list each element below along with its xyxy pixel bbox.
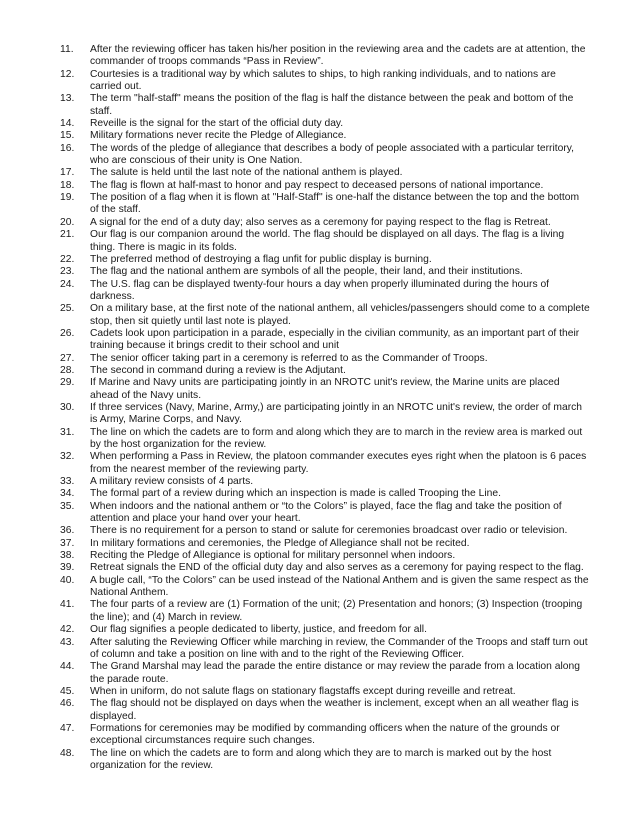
item-number: 31.: [60, 426, 75, 438]
item-text: When in uniform, do not salute flags on stationary flagstaffs except during reveille and retreat.: [90, 685, 516, 697]
item-text: On a military base, at the first note of the national anthem, all vehicles/passengers should come to a complete stop, then sit quietly until last note is played.: [90, 303, 590, 327]
item-text: The formal part of a review during which an inspection is made is called Trooping the Line.: [90, 488, 501, 500]
item-text: Reciting the Pledge of Allegiance is optional for military personnel when indoors.: [90, 550, 456, 562]
list-item: [60, 143, 590, 168]
list-item: [60, 723, 590, 748]
list-item: [60, 303, 590, 328]
list-item: [60, 501, 590, 526]
item-number: 20.: [60, 216, 75, 228]
item-number: 39.: [60, 562, 75, 574]
list-item: [60, 130, 590, 142]
list-item: [60, 451, 590, 476]
item-text: The flag should not be displayed on days when the weather is inclement, except when an all weather flag is displayed.: [90, 698, 579, 722]
item-text: Our flag signifies a people dedicated to liberty, justice, and freedom for all.: [90, 624, 427, 636]
list-item: [60, 661, 590, 686]
list-item: [60, 698, 590, 723]
item-text: The position of a flag when it is flown at "Half-Staff" is one-half the distance between the top and the bottom of the staff.: [90, 192, 580, 216]
item-text: When performing a Pass in Review, the platoon commander executes eyes right when the platoon is 6 paces from the nearest member of the reviewing party.: [90, 451, 587, 475]
item-number: 41.: [60, 599, 75, 611]
item-number: 11.: [60, 44, 74, 55]
item-number: 45.: [60, 685, 75, 697]
item-text: When indoors and the national anthem or “to the Colors” is played, face the flag and take the position of attention and place your hand over your heart.: [90, 500, 562, 525]
list-item: [60, 254, 590, 266]
list-item: [60, 328, 590, 353]
list-item: [60, 686, 590, 698]
list-item: [60, 402, 590, 427]
list-item: [60, 44, 590, 69]
item-text: A military review consists of 4 parts.: [90, 476, 254, 488]
item-number: 13.: [60, 93, 75, 105]
item-text: Military formations never recite the Pledge of Allegiance.: [90, 130, 347, 142]
item-number: 42.: [60, 624, 75, 636]
item-number: 17.: [60, 167, 75, 179]
list-item: [60, 180, 590, 192]
list-item: [60, 637, 590, 662]
list-item: [60, 167, 590, 179]
item-text: The salute is held until the last note of the national anthem is played.: [90, 167, 403, 179]
list-item: [60, 488, 590, 500]
list-item: [60, 217, 590, 229]
item-text: The flag is flown at half-mast to honor and pay respect to deceased persons of national importance.: [90, 179, 544, 191]
item-text: If three services (Navy, Marine, Army,) are participating jointly in an NROTC unit's review, the order of march is Army, Marine Corps, and Navy.: [90, 401, 583, 426]
item-number: 22.: [60, 253, 75, 265]
item-number: 16.: [60, 142, 75, 154]
item-text: The four parts of a review are (1) Formation of the unit; (2) Presentation and honors; (3) Inspection (trooping the line); and (4) March in review.: [90, 599, 583, 623]
item-text: Our flag is our companion around the world. The flag should be displayed on all days. The flag is a living thing. There is magic in its folds.: [90, 229, 565, 253]
item-number: 14.: [60, 118, 75, 130]
list-item: [60, 377, 590, 402]
item-text: After saluting the Reviewing Officer while marching in review, the Commander of the Troops and staff turn out of column and take a position on line with and to the right of the Reviewing Officer.: [90, 636, 588, 660]
item-text: Reveille is the signal for the start of the official duty day.: [90, 118, 344, 130]
list-item: [60, 427, 590, 452]
item-text: The flag and the national anthem are symbols of all the people, their land, and their institutions.: [90, 266, 523, 278]
item-number: 26.: [60, 327, 75, 339]
list-item: [60, 538, 590, 550]
item-text: In military formations and ceremonies, the Pledge of Allegiance shall not be recited.: [90, 537, 470, 549]
list-item: [60, 624, 590, 636]
item-number: 27.: [60, 352, 75, 364]
item-text: The senior officer taking part in a ceremony is referred to as the Commander of Troops.: [90, 352, 488, 364]
item-text: The Grand Marshal may lead the parade the entire distance or may review the parade from a location along the parade route.: [90, 661, 580, 685]
item-number: 23.: [60, 266, 75, 278]
item-number: 38.: [60, 550, 75, 562]
item-number: 34.: [60, 488, 75, 500]
list-item: [60, 118, 590, 130]
list-item: [60, 93, 590, 118]
item-number: 24.: [60, 278, 75, 290]
item-number: 48.: [60, 747, 75, 759]
numbered-item-list: [60, 44, 590, 772]
item-number: 47.: [60, 722, 75, 734]
item-text: The line on which the cadets are to form and along which they are to march in the review area is marked out by the host organization for the review.: [90, 426, 583, 450]
item-text: If Marine and Navy units are participating jointly in an NROTC unit's review, the Marine units are placed ahead of the Navy units.: [90, 377, 560, 401]
item-number: 15.: [60, 130, 75, 142]
item-number: 43.: [60, 636, 75, 648]
list-item: [60, 599, 590, 624]
list-item: [60, 353, 590, 365]
item-text: There is no requirement for a person to stand or salute for ceremonies broadcast over radio or television.: [90, 525, 568, 537]
item-number: 37.: [60, 537, 75, 549]
item-text: A bugle call, “To the Colors” can be used instead of the National Anthem and is given the same respect as the National Anthem.: [90, 574, 589, 599]
item-text: The second in command during a review is the Adjutant.: [90, 364, 346, 376]
item-number: 19.: [60, 192, 75, 204]
item-number: 21.: [60, 229, 75, 241]
item-number: 36.: [60, 525, 75, 537]
item-number: 40.: [60, 574, 75, 586]
item-text: Cadets look upon participation in a parade, especially in the civilian community, as an important part of their training because it brings credit to their school and unit: [90, 327, 580, 352]
item-text: Retreat signals the END of the official duty day and also serves as a ceremony for paying respect to the flag.: [90, 562, 584, 574]
item-number: 30.: [60, 401, 75, 413]
list-item: [60, 562, 590, 574]
item-number: 18.: [60, 179, 75, 191]
list-item: [60, 279, 590, 304]
item-text: After the reviewing officer has taken his/her position in the reviewing area and the cadets are at attention, the commander of troops commands “Pass in Review”.: [90, 44, 586, 68]
list-item: [60, 550, 590, 562]
list-item: [60, 575, 590, 600]
list-item: [60, 748, 590, 773]
item-text: The U.S. flag can be displayed twenty-four hours a day when properly illuminated during the hours of darkness.: [90, 278, 550, 302]
item-number: 29.: [60, 377, 75, 389]
item-text: The term "half-staff" means the position of the flag is half the distance between the peak and bottom of the staff.: [90, 93, 574, 117]
item-number: 35.: [60, 500, 75, 512]
list-item: [60, 192, 590, 217]
list-item: [60, 525, 590, 537]
item-number: 32.: [60, 451, 75, 463]
item-number: 25.: [60, 303, 75, 315]
item-text: The preferred method of destroying a flag unfit for public display is burning.: [90, 253, 432, 265]
list-item: [60, 266, 590, 278]
item-number: 28.: [60, 364, 75, 376]
item-number: 46.: [60, 698, 75, 710]
item-number: 44.: [60, 661, 75, 673]
list-item: [60, 229, 590, 254]
item-text: The words of the pledge of allegiance that describes a body of people associated with a particular territory, who are conscious of their unity is One Nation.: [90, 142, 575, 167]
list-item: [60, 365, 590, 377]
item-text: Formations for ceremonies may be modified by commanding officers when the nature of the grounds or exceptional circumstances require such changes.: [90, 722, 560, 747]
item-text: Courtesies is a traditional way by which salutes to ships, to high ranking individuals, and to nations are carried out.: [90, 68, 556, 93]
item-text: A signal for the end of a duty day; also serves as a ceremony for paying respect to the flag is Retreat.: [90, 216, 551, 228]
list-item: [60, 69, 590, 94]
list-item: [60, 476, 590, 488]
item-text: The line on which the cadets are to form and along which they are to march is marked out by the host organization for the review.: [90, 747, 552, 771]
item-number: 12.: [60, 68, 75, 80]
item-number: 33.: [60, 476, 75, 488]
